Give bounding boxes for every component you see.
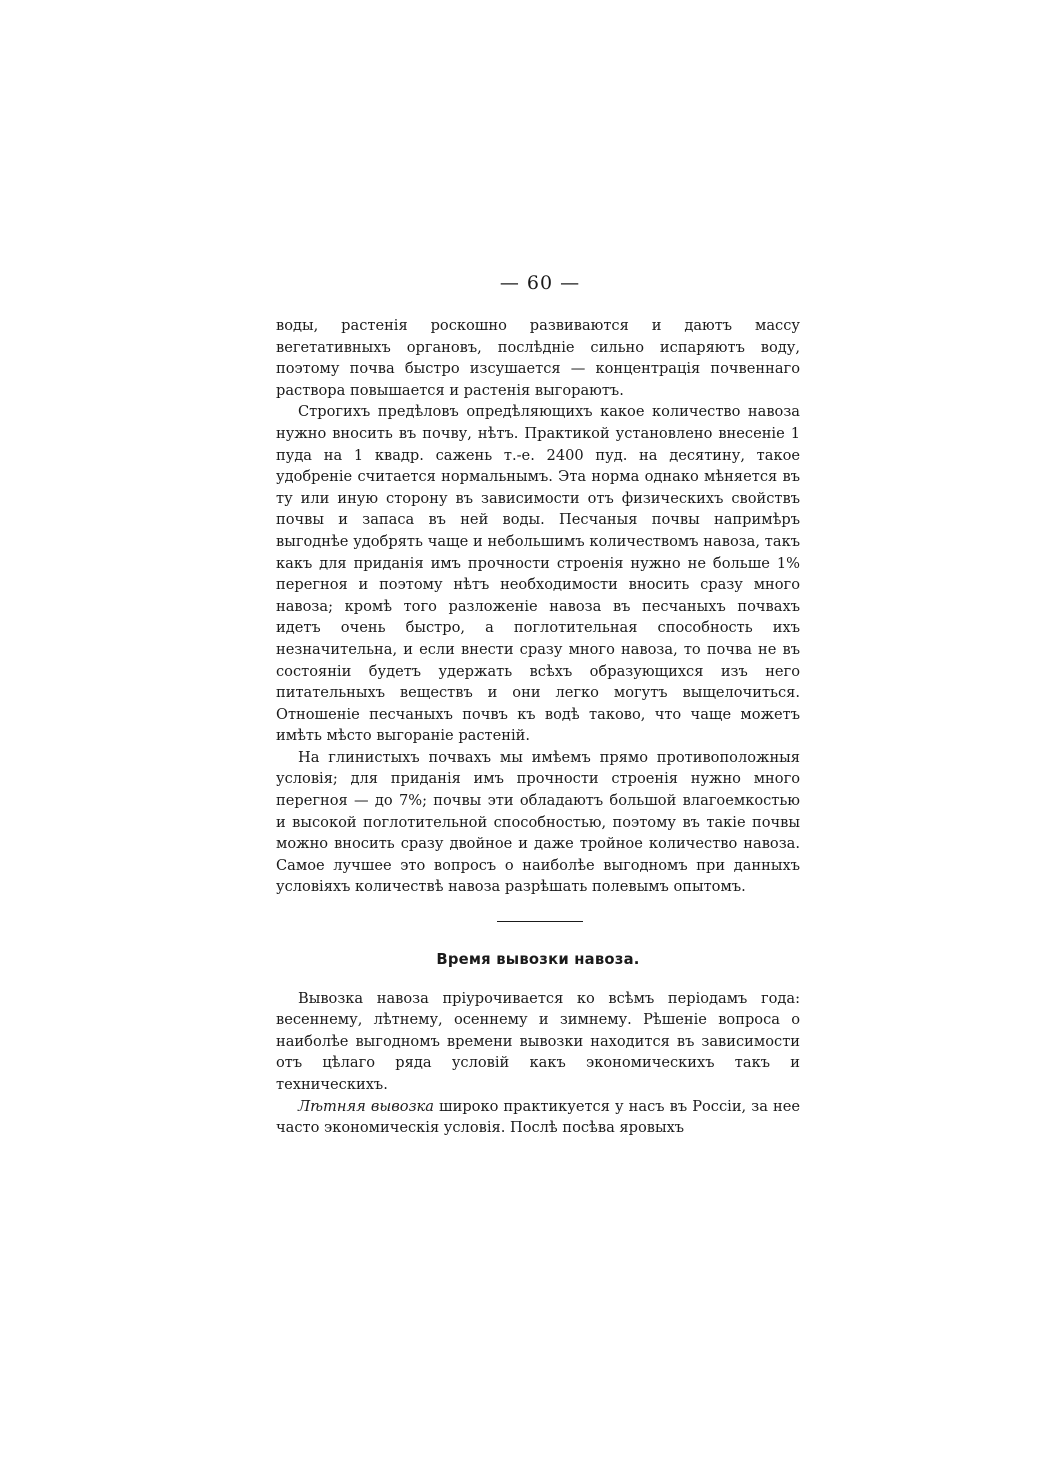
italic-term: Лѣтняя вывозка [298,1097,434,1115]
text-column [276,315,800,1139]
section-paragraph-2-text: широко практикуется у насъ въ Россіи, за нее часто экономическія условія. Послѣ посѣва яровыхъ [276,1097,800,1137]
section-paragraph-2 [276,1096,800,1139]
section-heading: Время вывозки навоза. [436,951,640,969]
paragraph-3: На глинистыхъ почвахъ мы имѣемъ прямо противоположныя условія; для приданія имъ прочности строенія нужно много перегноя — до 7%; почвы эти обладаютъ большой влагоемкостью и высокой поглотительной способностью, поэтому въ такіе почвы можно вносить сразу двойное и даже тройное количество навоза. Самое лучшее это вопросъ о наиболѣе выгодномъ при данныхъ условіяхъ количествѣ навоза разрѣшать полевымъ опытомъ. [276,748,800,896]
section-paragraph-1: Вывозка навоза пріурочивается ко всѣмъ періодамъ года: весеннему, лѣтнему, осеннему и зимнему. Рѣшеніе вопроса о наиболѣе выгодномъ времени вывозки находится въ зависимости отъ цѣлаго ряда условій какъ экономическихъ такъ и техническихъ. [276,989,800,1093]
paragraph-2: Строгихъ предѣловъ опредѣляющихъ какое количество навоза нужно вносить въ почву, нѣтъ. Практикой установлено внесеніе 1 пуда на 1 квадр. сажень т.-е. 2400 пуд. на десятину, такое удобреніе считается нормальнымъ. Эта норма однако мѣняется въ ту или иную сторону въ зависимости отъ физическихъ свойствъ почвы и запаса въ ней воды. Песчаныя почвы напримѣръ выгоднѣе удобрять чаще и небольшимъ количествомъ навоза, такъ какъ для приданія имъ прочности строенія нужно не больше 1% перегноя и поэтому нѣтъ необходимости вносить сразу много навоза; кромѣ того разложеніе навоза въ песчаныхъ почвахъ идетъ очень быстро, а поглотительная способность ихъ незначительна, и если внести сразу много навоза, то почва не въ состояніи будетъ удержать всѣхъ образующихся изъ него питательныхъ веществъ и они легко могутъ выщелочиться. Отношеніе песчаныхъ почвъ къ водѣ таково, что чаще можетъ имѣть мѣсто выгораніе растеній. [276,403,800,745]
paragraph-1: воды, растенія роскошно развиваются и даютъ массу вегетативныхъ органовъ, послѣдніе сильно испаряютъ воду, поэтому почва быстро изсушается — концентрація почвеннаго раствора повышается и растенія выгораютъ. [276,317,800,399]
section-divider [497,921,583,922]
page-number: — 60 — [499,272,581,294]
